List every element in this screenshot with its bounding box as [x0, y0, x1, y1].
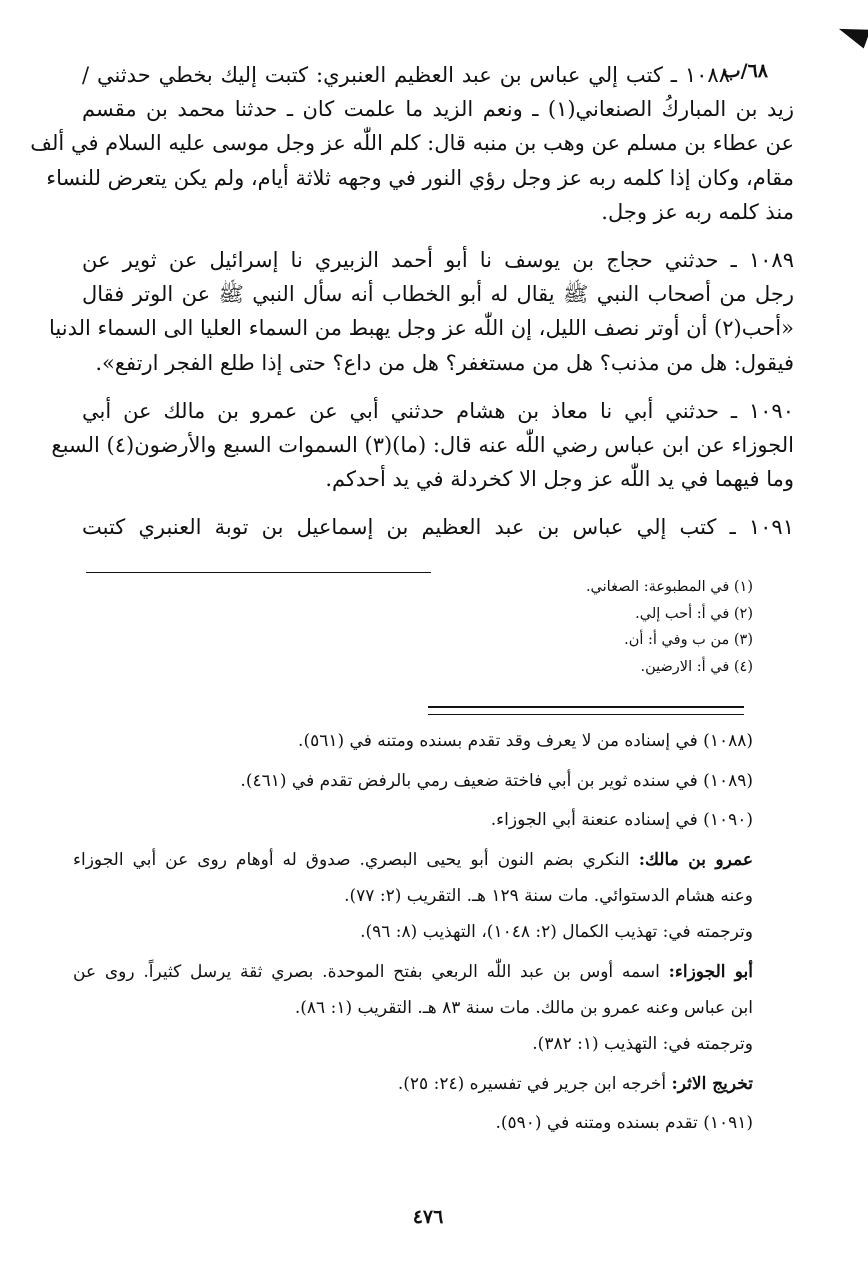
commentary-text: وعنه هشام الدستوائي. مات سنة ١٢٩ هـ. التقريب (٢: ٧٧).	[344, 886, 753, 906]
commentary-line	[73, 953, 753, 993]
footnote-1: (١) في المطبوعة: الصغاني.	[585, 579, 753, 595]
footnote-4: (٤) في أ: الارضين.	[640, 658, 753, 675]
narrator-label: تخريج الاثر:	[671, 1073, 753, 1094]
commentary-text: أخرجه ابن جرير في تفسيره (٢٤: ٢٥).	[397, 1073, 672, 1094]
commentary-line	[73, 913, 753, 953]
commentary-divider	[428, 706, 744, 715]
commentary-text: (١٠٩٠) في إسناده عنعنة أبي الجوزاء.	[490, 810, 753, 830]
footnote-3: (٣) من ب وفي أ: أن.	[624, 632, 753, 648]
commentary-text: (١٠٩١) تقدم بسنده ومتنه في (٥٩٠).	[495, 1113, 753, 1133]
hadith-paragraph-1089	[48, 243, 794, 380]
page-number: ٤٧٦	[412, 1206, 444, 1228]
text-line: زيد بن المباركُ الصنعاني(١) ـ ونعم الزيد ما علمت كان ـ حدثنا محمد بن مقسم	[82, 97, 794, 122]
commentary-line	[73, 762, 753, 802]
commentary-notes	[73, 722, 753, 1144]
commentary-line	[73, 1104, 753, 1144]
text-line: الجوزاء عن ابن عباس رضي اللّٰه عنه قال: (ما)(٣) السموات السبع والأرضون(٤) السبع	[51, 432, 794, 457]
text-line: عن عطاء بن مسلم عن وهب بن منبه قال: كلم اللّٰه عز وجل موسى عليه السلام في ألف	[30, 131, 794, 156]
main-text	[30, 58, 794, 558]
commentary-text: (١٠٨٩) في سنده ثوير بن أبي فاختة ضعيف رمي بالرفض تقدم في (٤٦١).	[240, 770, 753, 791]
footnotes	[453, 574, 753, 680]
text-line: ١٠٨٨ ـ كتب إلي عباس بن عبد العظيم العنبري: كتبت إليك بخطي حدثني /	[82, 63, 730, 87]
text-line: ١٠٩٠ ـ حدثني أبي نا معاذ بن هشام حدثني أبي عن عمرو بن مالك عن أبي	[82, 398, 794, 423]
narrator-label: عمرو بن مالك:	[638, 849, 753, 870]
hadith-paragraph-1091	[82, 510, 794, 544]
text-line: ١٠٩١ ـ كتب إلي عباس بن عبد العظيم بن إسماعيل بن توبة العنبري كتبت	[82, 515, 794, 540]
text-line: وما فيهما في يد اللّٰه عز وجل الا كخردلة في يد أحدكم.	[325, 467, 794, 492]
text-line: ١٠٨٩ ـ حدثني حجاج بن يوسف نا أبو أحمد الزبيري نا إسرائيل عن ثوير عن	[82, 247, 794, 272]
hadith-paragraph-1090	[51, 394, 794, 497]
commentary-line	[73, 1065, 753, 1105]
commentary-text: وترجمته في: التهذيب (١: ٣٨٢).	[532, 1034, 753, 1054]
text-line: «أحب(٢) أن أوتر نصف الليل، إن اللّٰه عز وجل يهبط من السماء العليا الى السماء الدنيا	[48, 316, 794, 341]
text-line: فيقول: هل من مذنب؟ هل من مستغفر؟ هل من داع؟ حتى إذا طلع الفجر ارتفع».	[95, 350, 794, 375]
footnote-2: (٢) في أ: أحب إلي.	[635, 605, 753, 622]
commentary-text: وترجمته في: تهذيب الكمال (٢: ١٠٤٨)، التهذيب (٨: ٩٦).	[360, 922, 753, 942]
commentary-line	[73, 992, 753, 1025]
commentary-line	[73, 880, 753, 913]
commentary-line	[73, 801, 753, 841]
folio-marker: ٦٨/ب	[722, 60, 768, 82]
hadith-paragraph-1088	[30, 58, 794, 229]
commentary-text: النكري بضم النون أبو يحيى البصري. صدوق له أوهام روى عن أبي الجوزاء	[73, 849, 639, 870]
text-line: منذ كلمه ربه عز وجل.	[601, 199, 794, 224]
text-line: رجل من أصحاب النبي ﷺ يقال له أبو الخطاب أنه سأل النبي ﷺ عن الوتر فقال	[82, 282, 794, 307]
narrator-label: أبو الجوزاء:	[668, 961, 754, 982]
commentary-text: (١٠٨٨) في إسناده من لا يعرف وقد تقدم بسنده ومتنه في (٥٦١).	[298, 731, 753, 751]
commentary-line	[73, 841, 753, 881]
text-line: مقام، وكان إذا كلمه ربه عز وجل رؤي النور في وجهه ثلاثة أيام، ولم يكن يتعرض للنساء	[46, 165, 794, 190]
commentary-line	[73, 722, 753, 762]
commentary-text: اسمه أوس بن عبد اللّٰه الربعي بفتح الموحدة. بصري ثقة يرسل كثيراً. روى عن	[73, 961, 669, 982]
footnote-divider	[86, 572, 431, 573]
commentary-line	[73, 1025, 753, 1065]
page-corner-mark	[835, 19, 868, 48]
commentary-text: ابن عباس وعنه عمرو بن مالك. مات سنة ٨٣ هـ. التقريب (١: ٨٦).	[294, 998, 753, 1018]
